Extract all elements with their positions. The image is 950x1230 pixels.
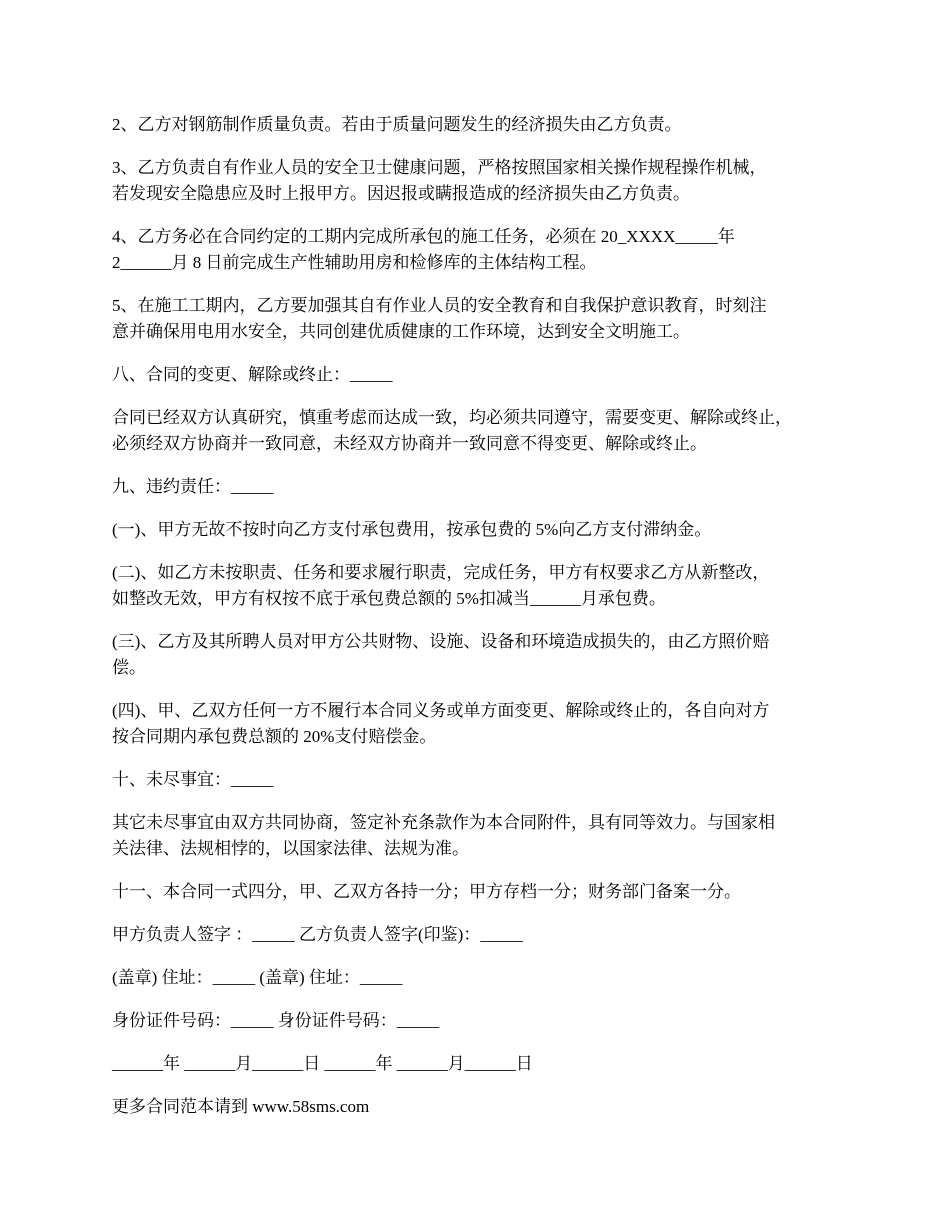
clause-3 [112,155,854,207]
section-8-body [112,405,854,457]
section-heading: 八、合同的变更、解除或终止：_____ [112,365,393,384]
text-line: ______年 ______月______日 ______年 ______月______日 [112,1054,533,1073]
text-line: 偿。 [112,658,146,677]
breach-item-2 [112,560,854,612]
text-line: 更多合同范本请到 www.58sms.com [112,1097,370,1116]
text-line: 5、在施工工期内，乙方要加强其自有作业人员的安全教育和自我保护意识教育，时刻注 [112,296,767,315]
section-9-heading [112,474,854,500]
text-line: 按合同期内承包费总额的 20%支付赔偿金。 [112,727,437,746]
text-line: 其它未尽事宜由双方共同协商，签定补充条款作为本合同附件，具有同等效力。与国家相 [112,813,775,832]
text-line: (盖章) 住址：_____ (盖章) 住址：_____ [112,968,403,987]
text-line: 若发现安全隐患应及时上报甲方。因迟报或瞒报造成的经济损失由乙方负责。 [112,184,690,203]
text-line: (四)、甲、乙双方任何一方不履行本合同义务或单方面变更、解除或终止的，各自向对方 [112,701,770,720]
breach-item-1 [112,517,854,543]
text-line: 如整改无效，甲方有权按不底于承包费总额的 5%扣减当______月承包费。 [112,589,666,608]
text-line: (二)、如乙方未按职责、任务和要求履行职责，完成任务，甲方有权要求乙方从新整改， [112,563,770,582]
section-8-heading [112,362,854,388]
clause-2 [112,112,854,138]
breach-item-3 [112,629,854,681]
text-line: 关法律、法规相悖的，以国家法律、法规为准。 [112,839,469,858]
text-line: 3、乙方负责自有作业人员的安全卫士健康问题，严格按照国家相关操作规程操作机械， [112,158,767,177]
text-line: 必须经双方协商并一致同意，未经双方协商并一致同意不得变更、解除或终止。 [112,434,707,453]
clause-5 [112,293,854,345]
footer-more-templates [112,1094,854,1120]
text-line: 甲方负责人签字 ：_____ 乙方负责人签字(印鉴)：_____ [112,925,523,944]
section-heading: 十、未尽事宜：_____ [112,770,274,789]
date-line [112,1051,854,1077]
address-line [112,965,854,991]
text-line: 意并确保用电用水安全，共同创建优质健康的工作环境，达到安全文明施工。 [112,322,690,341]
text-line: 合同已经双方认真研究，慎重考虑而达成一致，均必须共同遵守，需要变更、解除或终止， [112,408,792,427]
id-number-line [112,1008,854,1034]
text-line: 十一、本合同一式四分，甲、乙双方各持一分；甲方存档一分；财务部门备案一分。 [112,882,741,901]
clause-4 [112,224,854,276]
section-10-body [112,810,854,862]
breach-item-4 [112,698,854,750]
text-line: 身份证件号码：_____ 身份证件号码：_____ [112,1011,440,1030]
signature-line [112,922,854,948]
section-11 [112,879,854,905]
text-line: (三)、乙方及其所聘人员对甲方公共财物、设施、设备和环境造成损失的，由乙方照价赔 [112,632,770,651]
text-line: (一)、甲方无故不按时向乙方支付承包费用，按承包费的 5%向乙方支付滞纳金。 [112,520,712,539]
document-body [112,112,854,1137]
section-10-heading [112,767,854,793]
text-line: 2、乙方对钢筋制作质量负责。若由于质量问题发生的经济损失由乙方负责。 [112,115,682,134]
section-heading: 九、违约责任：_____ [112,477,274,496]
text-line: 4、乙方务必在合同约定的工期内完成所承包的施工任务，必须在 20_XXXX_____年 [112,227,735,246]
text-line: 2______月 8 日前完成生产性辅助用房和检修库的主体结构工程。 [112,253,597,272]
